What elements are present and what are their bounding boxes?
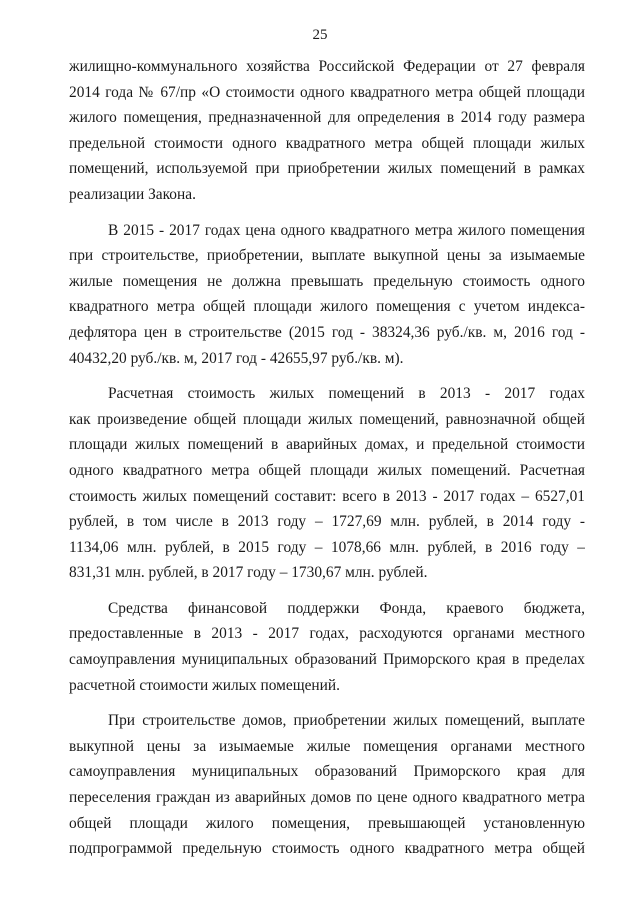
text-line: стоимость жилых помещений составит: всего в 2013 - 2017 годах – 6527,01 [69,487,585,505]
text-line: дефлятора цен в строительстве (2015 год - 38324,36 руб./кв. м, 2016 год - [69,323,585,341]
text-line: квадратного метра общей площади жилого помещения с учетом индекса- [69,298,585,316]
text-line: при строительстве, приобретении, выплате выкупной цены за изымаемые [69,247,585,265]
paragraph-4 [69,596,585,698]
text-line: 40432,20 руб./кв. м, 2017 год - 42655,97 руб./кв. м). [69,349,404,367]
text-line: 831,31 млн. рублей, в 2017 году – 1730,67 млн. рублей. [69,564,428,582]
text-line: подпрограммой предельную стоимость одного квадратного метра общей [69,840,585,858]
text-line: расчетной стоимости жилых помещений. [69,676,340,694]
text-line: Расчетная стоимость жилых помещений в 2013 - 2017 годах [108,385,585,403]
text-line: переселения граждан из аварийных домов по цене одного квадратного метра [69,789,585,807]
text-line: жилого помещения, предназначенной для определения в 2014 году размера [69,109,585,127]
text-line: 2014 года № 67/пр «О стоимости одного квадратного метра общей площади [69,83,585,101]
document-body [69,54,585,862]
paragraph-5 [69,708,585,862]
paragraph-2 [69,218,585,372]
text-line: самоуправления муниципальных образований Приморского края для [69,763,585,781]
text-line: При строительстве домов, приобретении жилых помещений, выплате [108,712,585,730]
text-line: общей площади жилого помещения, превышающей установленную [69,814,585,832]
text-line: рублей, в том числе в 2013 году – 1727,69 млн. рублей, в 2014 году - [69,513,585,531]
text-line: Средства финансовой поддержки Фонда, краевого бюджета, [108,599,585,617]
paragraph-1 [69,54,585,208]
page-number: 25 [312,27,328,43]
text-line: площади жилых помещений в аварийных домах, и предельной стоимости [69,436,585,454]
text-line: 1134,06 млн. рублей, в 2015 году – 1078,66 млн. рублей, в 2016 году – [69,538,585,556]
text-line: жилые помещения не должна превышать предельную стоимость одного [69,272,585,290]
text-line: предоставленные в 2013 - 2017 годах, расходуются органами местного [69,625,585,643]
text-line: предельной стоимости одного квадратного метра общей площади жилых [69,134,585,152]
text-line: В 2015 - 2017 годах цена одного квадратного метра жилого помещения [108,221,585,239]
text-line: реализации Закона. [69,185,196,203]
text-line: одного квадратного метра общей площади жилых помещений. Расчетная [69,461,585,479]
text-line: выкупной цены за изымаемые жилые помещения органами местного [69,737,585,755]
text-line: самоуправления муниципальных образований Приморского края в пределах [69,651,585,669]
text-line: как произведение общей площади жилых помещений, равнозначной общей [69,410,585,428]
paragraph-3 [69,381,585,586]
text-line: помещений, используемой при приобретении жилых помещений в рамках [69,160,585,178]
text-line: жилищно-коммунального хозяйства Российской Федерации от 27 февраля [69,58,585,75]
